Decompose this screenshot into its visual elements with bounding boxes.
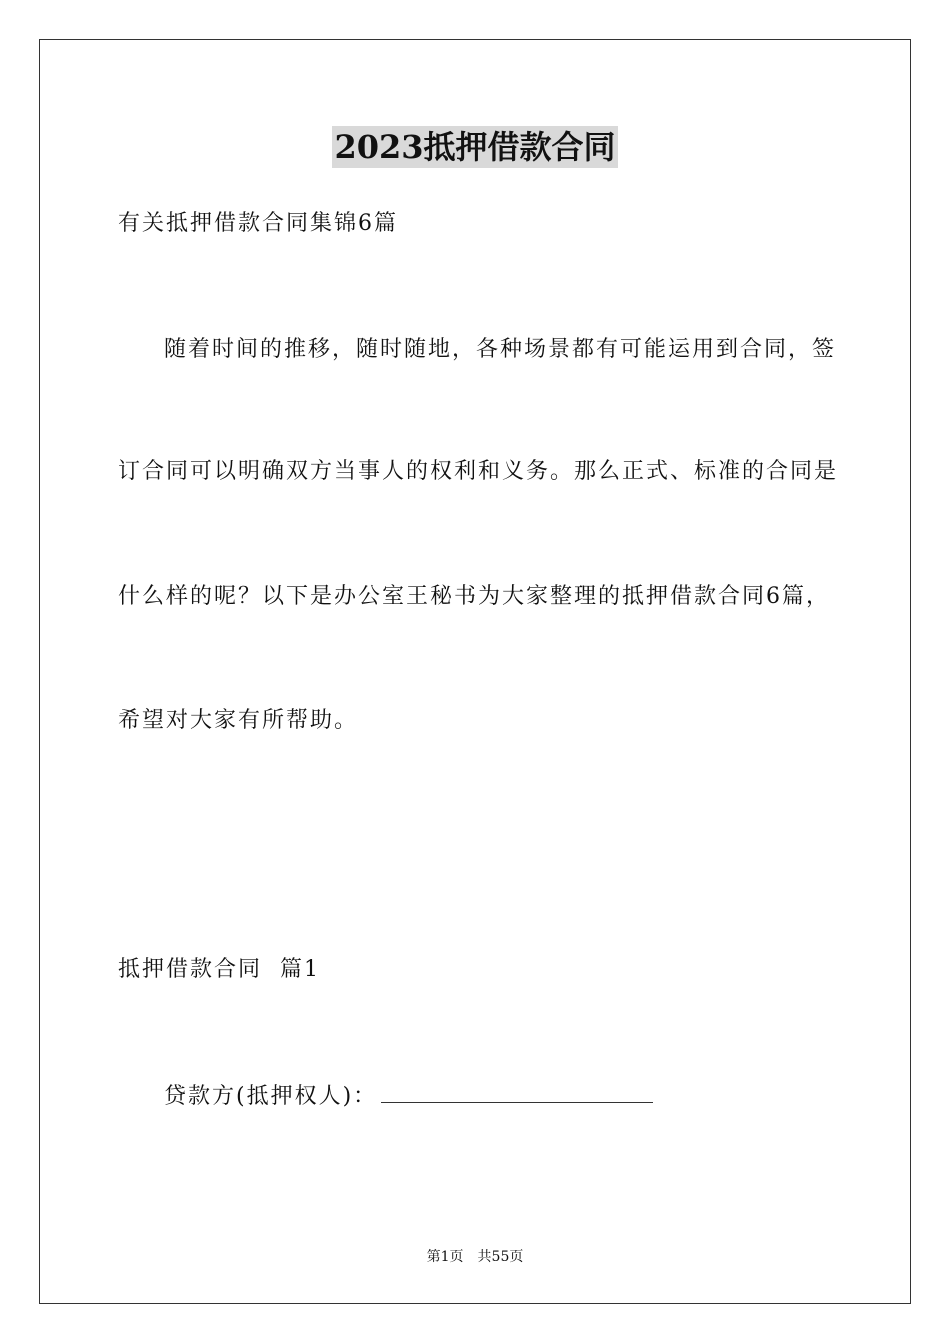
paragraph-line-2: 订合同可以明确双方当事人的权利和义务。那么正式、标准的合同是 (118, 459, 839, 484)
document-subtitle: 有关抵押借款合同集锦6篇 (118, 211, 398, 236)
lender-blank-line (381, 1080, 653, 1103)
document-title: 2023抵押借款合同 (334, 128, 616, 166)
lender-field (164, 1080, 653, 1112)
page-footer (0, 1248, 950, 1266)
section-heading: 抵押借款合同 篇1 (118, 957, 320, 982)
title-container (0, 126, 950, 168)
paragraph-line-3: 什么样的呢？以下是办公室王秘书为大家整理的抵押借款合同6篇， (118, 584, 830, 609)
paragraph-line-1: 随着时间的推移，随时随地，各种场景都有可能运用到合同，签 (164, 337, 837, 362)
page-number-current: 第1页 (426, 1249, 464, 1265)
lender-label: 贷款方(抵押权人)： (164, 1084, 378, 1109)
page-number-total: 共55页 (477, 1249, 524, 1265)
paragraph-line-4: 希望对大家有所帮助。 (118, 708, 359, 733)
